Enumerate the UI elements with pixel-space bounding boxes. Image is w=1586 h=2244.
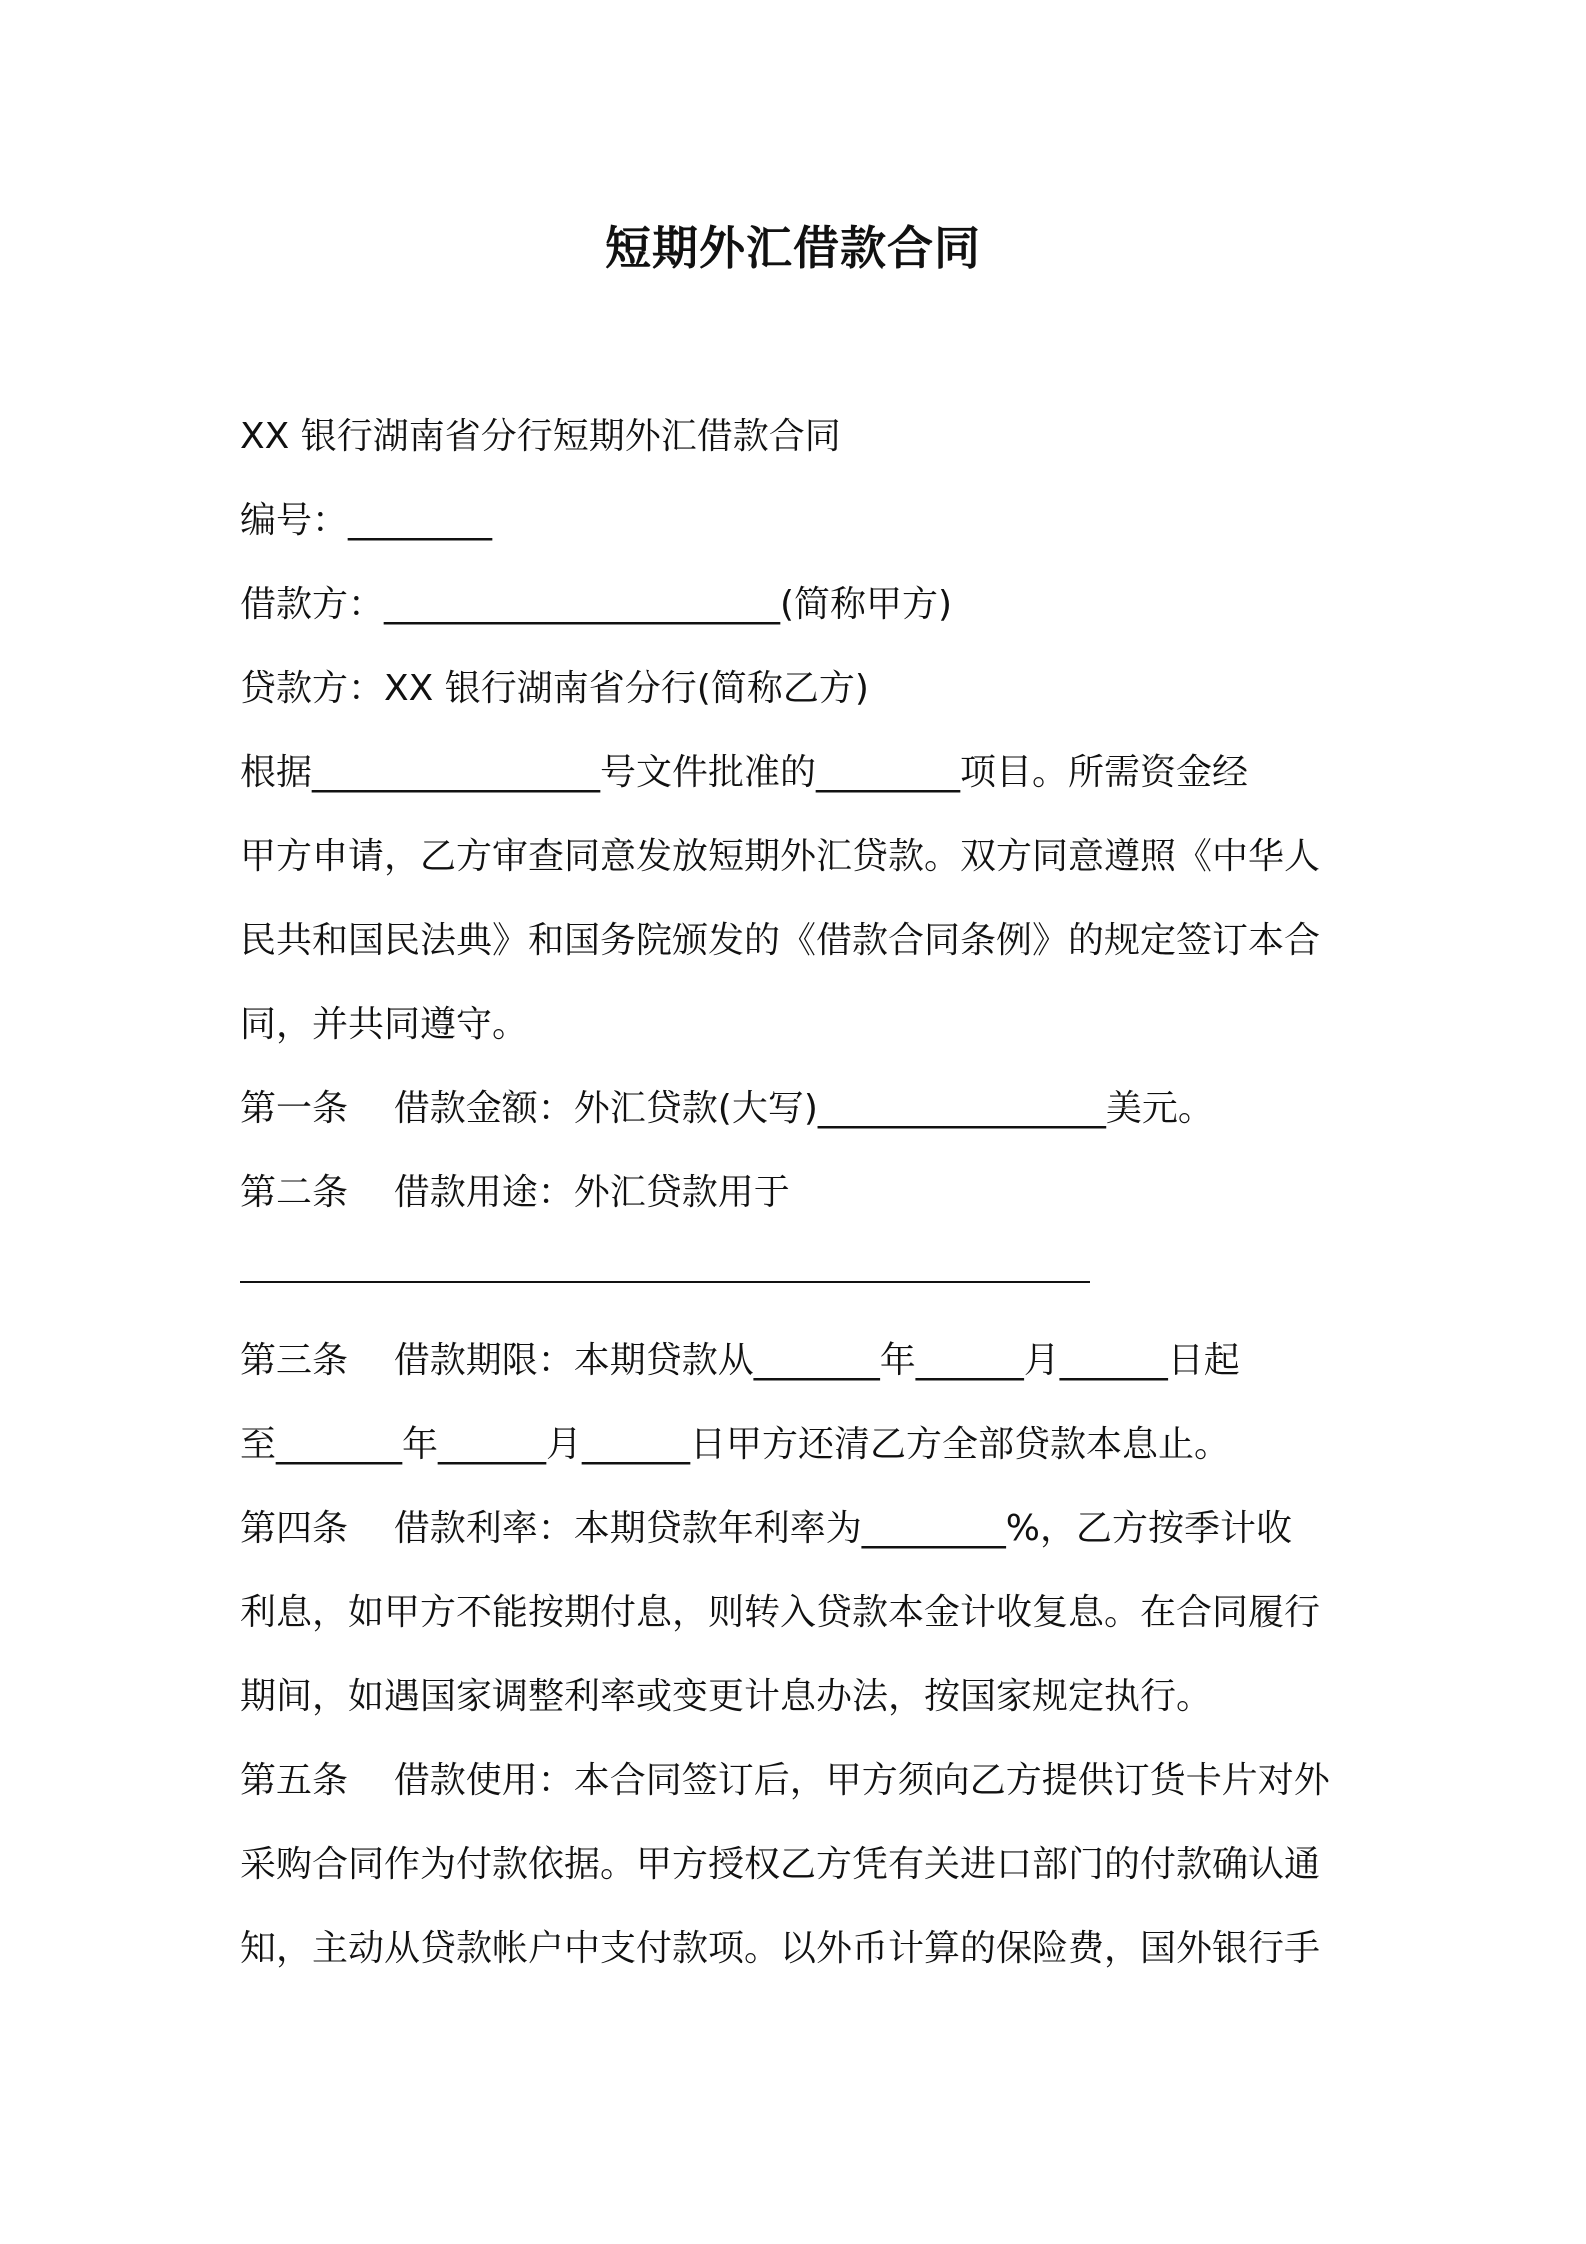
fill-in-blank-rule (240, 1235, 1355, 1319)
paragraph-line: 甲方申请，乙方审查同意发放短期外汇贷款。双方同意遵照《中华人 (240, 836, 1321, 877)
paragraph-line: 借款方：______________________(简称甲方) (240, 584, 953, 625)
paragraph-line: 根据________________号文件批准的________项目。所需资金经 (240, 752, 1249, 793)
paragraph-line: 至_______年______月______日甲方还清乙方全部贷款本息止。 (240, 1424, 1231, 1465)
paragraph-line: 第五条 借款使用：本合同签订后，甲方须向乙方提供订货卡片对外 (240, 1760, 1330, 1801)
paragraph-line: 期间，如遇国家调整利率或变更计息办法，按国家规定执行。 (240, 1676, 1213, 1717)
paragraph-line: 第二条 借款用途：外汇贷款用于 (240, 1172, 790, 1213)
paragraph-line: 知，主动从贷款帐户中支付款项。以外币计算的保险费，国外银行手 (240, 1928, 1321, 1969)
paragraph-line: XX 银行湖南省分行短期外汇借款合同 (240, 416, 841, 457)
paragraph-line: 贷款方：XX 银行湖南省分行(简称乙方) (240, 668, 869, 709)
paragraph-line: 编号：________ (240, 500, 493, 541)
paragraph-line: 民共和国民法典》和国务院颁发的《借款合同条例》的规定签订本合 (240, 920, 1321, 961)
document-title: 短期外汇借款合同 (605, 221, 981, 275)
paragraph-line: 第四条 借款利率：本期贷款年利率为________%，乙方按季计收 (240, 1508, 1292, 1549)
paragraph-line: 同，并共同遵守。 (240, 1004, 529, 1045)
underline-rule (240, 1281, 1090, 1283)
paragraph-line: 利息，如甲方不能按期付息，则转入贷款本金计收复息。在合同履行 (240, 1592, 1321, 1633)
document-body (240, 395, 1355, 1991)
paragraph-line: 第一条 借款金额：外汇贷款(大写)________________美元。 (240, 1088, 1214, 1129)
paragraph-line: 第三条 借款期限：本期贷款从_______年______月______日起 (240, 1340, 1240, 1381)
paragraph-line: 采购合同作为付款依据。甲方授权乙方凭有关进口部门的付款确认通 (240, 1844, 1321, 1885)
